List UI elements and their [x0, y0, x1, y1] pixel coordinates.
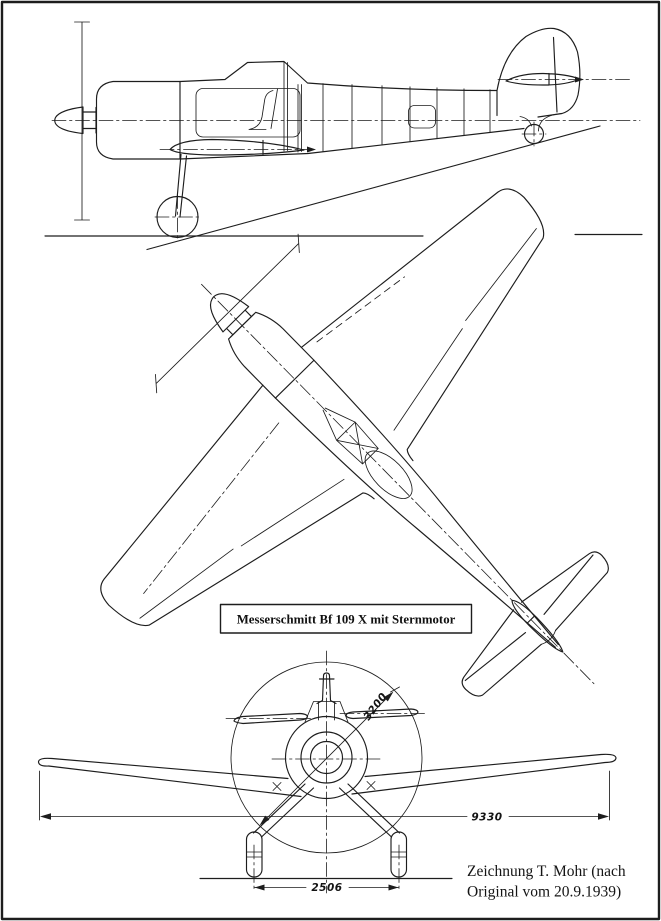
ground-line — [45, 235, 642, 237]
side-view — [45, 22, 642, 250]
wheel-track-dimension — [255, 882, 399, 894]
front-view — [39, 651, 617, 894]
wingspan-dimension — [40, 771, 610, 824]
left-wing-plan — [75, 385, 375, 683]
leading-edge-slat — [317, 266, 405, 352]
wingspan-label: 9330 — [471, 811, 503, 824]
access-hatch — [409, 106, 436, 129]
fuselage-top-canopy — [180, 62, 497, 91]
drawing-frame — [2, 2, 659, 919]
propeller-diameter-label: 3200 — [361, 690, 390, 723]
main-wheel-axis — [155, 195, 200, 240]
wing-chord-arrow — [307, 147, 316, 153]
credit-line-1: Zeichnung T. Mohr (nach — [467, 863, 626, 880]
right-wing-plan — [301, 162, 601, 460]
drawing-title: Messerschmitt Bf 109 X mit Sternmotor — [236, 612, 456, 627]
vertical-fin-side — [497, 28, 580, 117]
height-dimension-line — [75, 22, 90, 220]
wheel-track-label: 2506 — [311, 882, 343, 894]
fuselage-frames — [323, 84, 490, 152]
pilot-seat — [249, 89, 278, 130]
credit-note — [467, 863, 626, 901]
tail-wheel-axis — [522, 122, 546, 146]
title-box — [221, 605, 472, 634]
propeller-plane-line — [147, 234, 308, 393]
three-point-ground-line — [147, 126, 600, 250]
credit-line-2: Original vom 20.9.1939) — [467, 883, 622, 901]
